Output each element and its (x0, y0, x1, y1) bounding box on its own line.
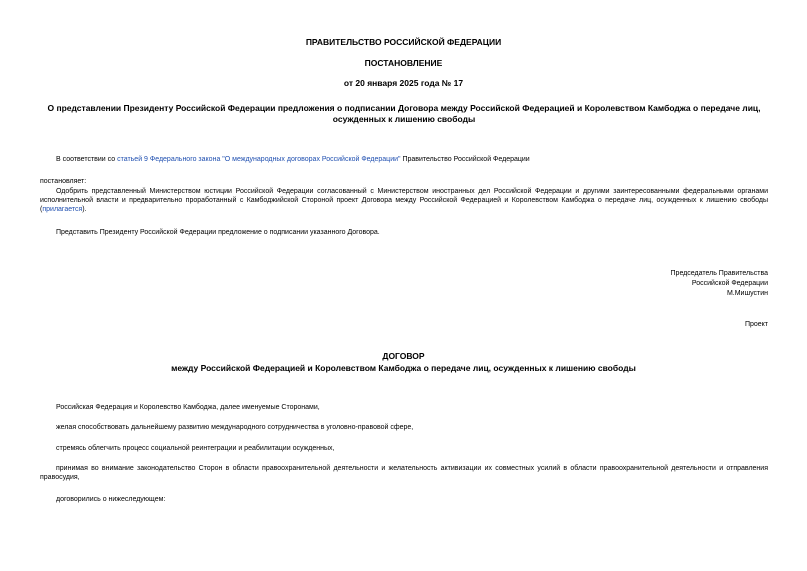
treaty-heading: ДОГОВОР (382, 351, 425, 361)
treaty-paragraph-2: желая способствовать дальнейшему развитию международного сотрудничества в уголовно-правовой сфере, (56, 424, 414, 431)
project-label: Проект (744, 321, 768, 328)
resolution-title: О представлении Президенту Российской Федерации предложения о подписании Договора между Российской Федерацией и Королевством Камбоджа о передаче лиц, осужденных к лишению свободы (47, 103, 761, 125)
preamble-suffix: Правительство Российской Федерации (400, 156, 530, 163)
attachment-link[interactable]: прилагается (42, 205, 83, 213)
signature-line-1: Председатель Правительства (670, 270, 768, 277)
preamble-prefix: В соответствии со (56, 156, 118, 163)
preamble (40, 156, 768, 165)
resolves-label: постановляет: (40, 178, 87, 185)
signature-line-2: Российской Федерации (691, 280, 768, 287)
treaty-paragraph-1: Российская Федерация и Королевство Камбоджа, далее именуемые Сторонами, (56, 404, 320, 411)
item-1-suffix: ). (82, 205, 87, 213)
signature-name: М.Мишустин (726, 290, 768, 297)
item-2: Представить Президенту Российской Федерации предложение о подписании указанного Договора. (56, 229, 380, 236)
treaty-paragraph-4: принимая во внимание законодательство Сторон в области правоохранительной деятельности и желательность активизации их совместных усилий в области правоохранительной деятельности и отправления правосудия, (40, 465, 768, 481)
treaty-subheading: между Российской Федерацией и Королевством Камбоджа о передаче лиц, осужденных к лишению свободы (171, 363, 636, 373)
item-1 (40, 188, 768, 214)
government-heading: ПРАВИТЕЛЬСТВО РОССИЙСКОЙ ФЕДЕРАЦИИ (305, 37, 502, 47)
treaty-paragraph-5: договорились о нижеследующем: (56, 496, 166, 503)
date-number: от 20 января 2025 года № 17 (343, 78, 464, 88)
treaty-paragraph-3: стремясь облегчить процесс социальной реинтеграции и реабилитации осужденных, (56, 445, 335, 452)
item-1-text: Одобрить представленный Министерством юстиции Российской Федерации согласованный с Министерством иностранных дел Российской Федерации и другими заинтересованными федеральными органами исполнительной власти и предварительно проработанный с Камбоджийской Стороной проект Договора между Российской Федерацией и Королевством Камбоджа о передаче лиц, осужденных к лишению свободы ( (40, 188, 768, 213)
doc-type-heading: ПОСТАНОВЛЕНИЕ (364, 58, 443, 68)
federal-law-link[interactable]: статьей 9 Федерального закона "О международных договорах Российской Федерации" (117, 156, 401, 163)
